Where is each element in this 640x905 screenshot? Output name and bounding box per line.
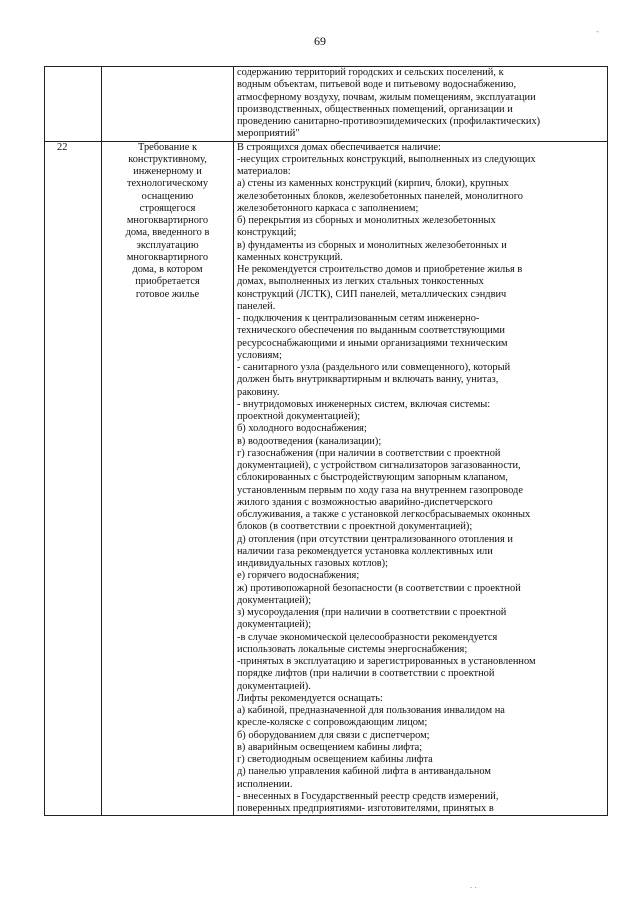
- text-line: домах, выполненных из легких стальных тонкостенных: [237, 276, 484, 288]
- scan-mark-bottom-right: . .: [470, 880, 477, 890]
- text-line: железобетонного каркаса с заполнением;: [237, 202, 419, 214]
- text-line: наличии газа рекомендуется установка коллективных или: [237, 545, 493, 557]
- text-line: условиям;: [237, 349, 282, 361]
- row-number-cell: 22: [45, 141, 102, 816]
- text-line: готовое жилье: [135, 288, 200, 300]
- text-line: жилого здания с возможностью аварийно-диспетчерского: [237, 496, 493, 508]
- text-line: строящегося: [139, 202, 196, 214]
- text-line: -принятых в эксплуатацию и зарегистрированных в установленном: [237, 656, 536, 667]
- description-cell: [234, 141, 608, 816]
- requirement-cell: [102, 67, 234, 142]
- text-line: -несущих строительных конструкций, выполненных из следующих: [237, 153, 536, 165]
- text-line: Лифты рекомендуется оснащать:: [237, 692, 383, 704]
- description-cell: [234, 67, 608, 142]
- text-line: содержанию территорий городских и сельских поселений, к: [237, 67, 504, 78]
- text-line: г) светодиодным освещением кабины лифта: [237, 754, 433, 765]
- text-line: Требование к: [138, 141, 197, 153]
- text-line: инженерному и: [133, 166, 202, 177]
- text-line: водным объектам, питьевой воде и питьевому водоснабжению,: [237, 79, 517, 91]
- text-line: производственных, общественных помещений, организации и: [237, 103, 513, 115]
- text-line: технологическому: [126, 178, 209, 190]
- text-line: обслуживания, а также с установкой легкосбрасываемых оконных: [237, 509, 531, 520]
- text-line: - внутридомовых инженерных систем, включая системы:: [237, 398, 491, 410]
- text-line: документацией);: [237, 619, 312, 631]
- text-line: в) водоотведения (канализации);: [237, 435, 382, 447]
- text-line: а) стены из каменных конструкций (кирпич, блоки), крупных: [237, 178, 509, 190]
- text-line: панелей.: [237, 300, 276, 312]
- text-line: использовать локальные системы энергоснабжения;: [237, 643, 468, 655]
- text-line: в) аварийным освещением кабины лифта;: [237, 741, 423, 753]
- text-line: В строящихся домах обеспечивается наличие:: [237, 141, 441, 153]
- text-line: должен быть внутриквартирным и включать ванну, унитаз,: [237, 374, 499, 386]
- page-number: 69: [314, 34, 326, 48]
- text-line: железобетонных блоков, железобетонных панелей, монолитного: [237, 190, 523, 202]
- text-line: поверенных предприятиями- изготовителями, принятых в: [237, 803, 494, 814]
- text-line: проведению санитарно-противоэпидемических (профилактических): [237, 116, 541, 127]
- text-line: порядке лифтов (при наличии в соответствии с проектной: [237, 668, 495, 680]
- text-line: конструкций (ЛСТК), СИП панелей, металлических сэндвич: [237, 288, 507, 300]
- text-line: оснащению: [141, 190, 194, 202]
- text-line: документацией), с устройством сигнализаторов загазованности,: [237, 460, 521, 471]
- text-line: проектной документацией);: [237, 411, 361, 422]
- text-line: - санитарного узла (раздельного или совмещенного), который: [237, 362, 511, 373]
- text-line: сблокированных с быстродействующим запорным клапаном,: [237, 472, 508, 484]
- table-row-continuation: [45, 67, 608, 142]
- text-line: конструктивному,: [128, 153, 207, 165]
- text-line: исполнении.: [237, 778, 293, 790]
- text-line: а) кабиной, предназначенной для пользования инвалидом на: [237, 705, 505, 716]
- text-line: эксплуатацию: [136, 239, 199, 251]
- text-line: дома, введенного в: [125, 227, 210, 239]
- text-line: документацией).: [237, 680, 311, 692]
- text-line: материалов:: [237, 166, 291, 177]
- text-line: многоквартирного: [126, 215, 209, 226]
- text-line: в) фундаменты из сборных и монолитных железобетонных и: [237, 239, 507, 251]
- text-line: многоквартирного: [126, 251, 209, 263]
- text-line: -в случае экономической целесообразности рекомендуется: [237, 631, 498, 643]
- text-line: б) перекрытия из сборных и монолитных железобетонных: [237, 215, 496, 226]
- text-line: блоков (в соответствии с проектной документацией);: [237, 521, 473, 533]
- text-line: б) оборудованием для связи с диспетчером;: [237, 729, 430, 741]
- text-line: документацией);: [237, 594, 312, 606]
- text-line: установленным первым по ходу газа на внутреннем газопроводе: [237, 484, 523, 496]
- text-line: д) отопления (при отсутствии централизованного отопления и: [237, 533, 513, 545]
- text-line: г) газоснабжения (при наличии в соответствии с проектной: [237, 447, 501, 459]
- text-line: дома, в котором: [132, 264, 203, 275]
- text-line: д) панелью управления кабиной лифта в антивандальном: [237, 766, 491, 778]
- requirements-table: [44, 66, 608, 816]
- text-line: б) холодного водоснабжения;: [237, 423, 367, 435]
- text-line: технического обеспечения по выданным соответствующими: [237, 325, 505, 337]
- text-line: ресурсоснабжающими и иными организациями техническим: [237, 337, 508, 349]
- scan-mark-top-right: -: [596, 26, 599, 36]
- requirement-cell: [102, 141, 234, 816]
- text-line: ж) противопожарной безопасности (в соответствии с проектной: [237, 582, 521, 594]
- text-line: раковину.: [237, 386, 280, 398]
- text-line: атмосферному воздуху, почвам, жилым помещениям, эксплуатации: [237, 91, 536, 103]
- text-line: приобретается: [135, 276, 200, 288]
- row-number-cell: [45, 67, 102, 142]
- text-line: индивидуальных газовых котлов);: [237, 558, 389, 569]
- text-line: Не рекомендуется строительство домов и приобретение жилья в: [237, 264, 523, 275]
- text-line: кресле-коляске с сопровождающим лицом;: [237, 717, 428, 729]
- text-line: - внесенных в Государственный реестр средств измерений,: [237, 790, 499, 802]
- text-line: - подключения к централизованным сетям инженерно-: [237, 313, 480, 324]
- table-row-22: [45, 141, 608, 816]
- text-line: е) горячего водоснабжения;: [237, 570, 360, 582]
- text-line: конструкций;: [237, 227, 297, 239]
- text-line: каменных конструкций.: [237, 251, 343, 263]
- text-line: мероприятий": [237, 128, 300, 140]
- text-line: з) мусороудаления (при наличии в соответствии с проектной: [237, 607, 507, 618]
